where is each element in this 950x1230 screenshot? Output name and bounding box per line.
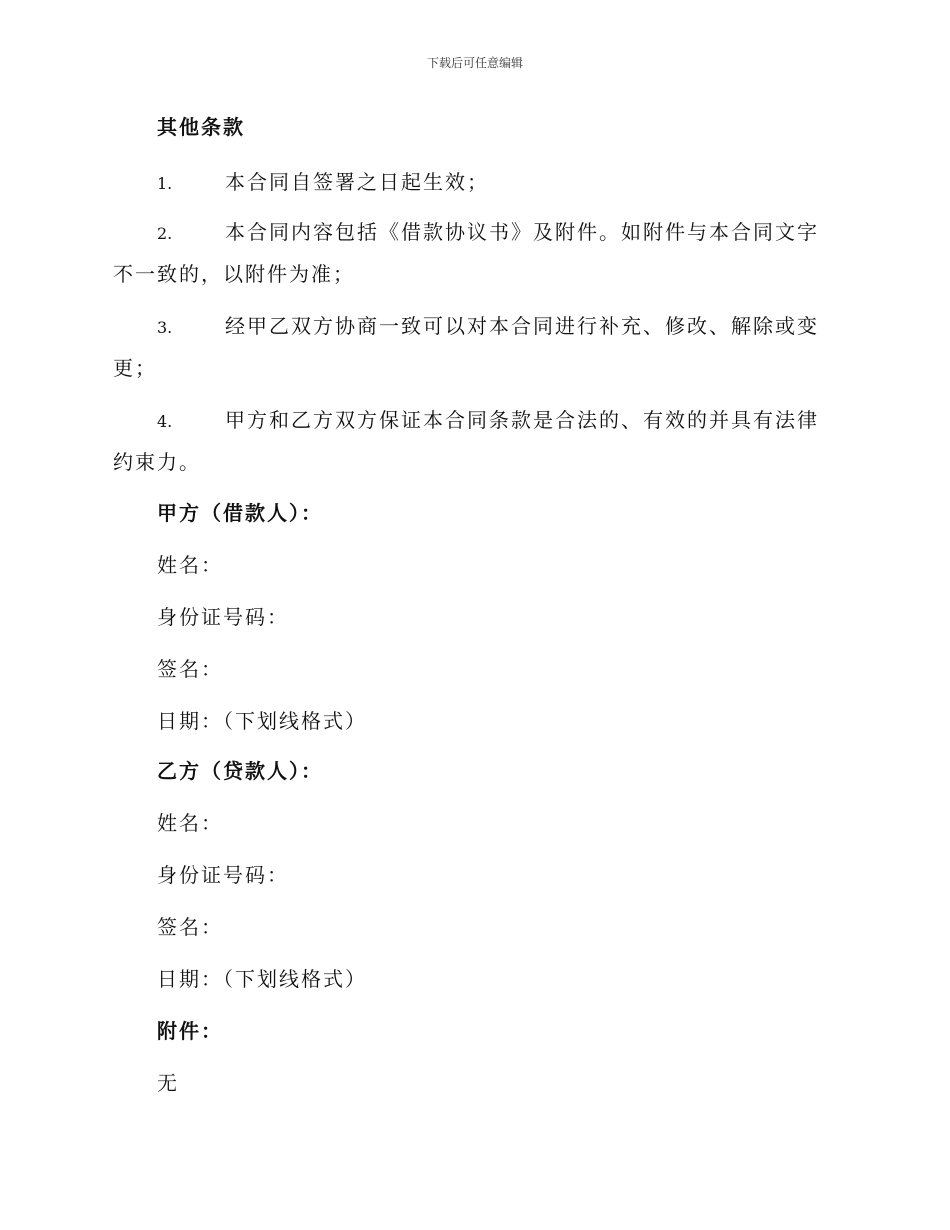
party-a-id-label: 身份证号码： — [157, 605, 289, 629]
clause-2 — [113, 212, 833, 294]
clause-number: 1. — [157, 174, 173, 193]
clause-text: 甲方和乙方双方保证本合同条款是合法的、有效的并具有法律约束力。 — [113, 408, 819, 474]
clause-3 — [113, 306, 833, 388]
party-a-title: 甲方（借款人）： — [157, 501, 323, 525]
attachment-content: 无 — [157, 1071, 179, 1095]
party-a-date-label: 日期：（下划线格式） — [157, 709, 367, 733]
clause-1 — [113, 162, 833, 204]
party-b-id-label: 身份证号码： — [157, 863, 289, 887]
clause-text: 本合同自签署之日起生效； — [225, 170, 489, 194]
clause-text: 本合同内容包括《借款协议书》及附件。如附件与本合同文字不一致的，以附件为准； — [113, 220, 819, 286]
party-b-name-label: 姓名： — [157, 811, 223, 835]
clause-4 — [113, 400, 833, 482]
clause-number: 3. — [157, 318, 173, 337]
section-title-other-terms: 其他条款 — [157, 115, 245, 139]
party-a-sign-label: 签名： — [157, 657, 223, 681]
attachment-title: 附件： — [157, 1019, 223, 1043]
page-header-note: 下载后可任意编辑 — [426, 56, 523, 70]
party-b-title: 乙方（贷款人）： — [157, 759, 323, 783]
clause-text: 经甲乙双方协商一致可以对本合同进行补充、修改、解除或变更； — [113, 314, 819, 380]
party-b-sign-label: 签名： — [157, 915, 223, 939]
party-a-name-label: 姓名： — [157, 553, 223, 577]
clause-number: 2. — [157, 224, 173, 243]
party-b-date-label: 日期：（下划线格式） — [157, 967, 367, 991]
clause-number: 4. — [157, 412, 173, 431]
